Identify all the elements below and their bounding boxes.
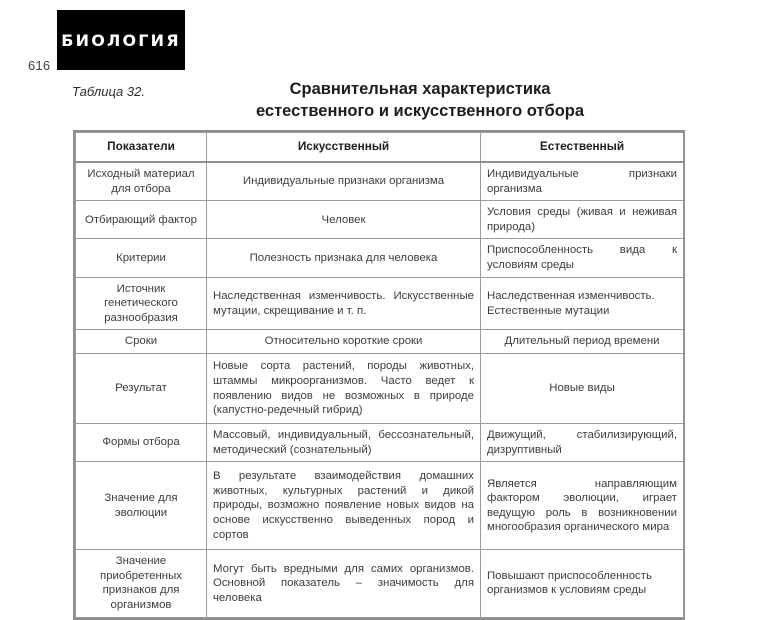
table-row [76, 550, 684, 617]
table-row [76, 424, 684, 462]
cell-artificial: Индивидуальные признаки организма [207, 162, 481, 201]
table-row [76, 277, 684, 330]
table-header-row [76, 133, 684, 163]
table-row [76, 462, 684, 550]
cell-artificial: Массовый, индивидуальный, бессознательный, методический (сознательный) [207, 424, 481, 462]
table-body [76, 162, 684, 617]
page-number: 616 [28, 58, 51, 73]
cell-natural: Движущий, стабилизирующий, дизруптивный [481, 424, 684, 462]
table-row [76, 239, 684, 277]
table-header [76, 133, 684, 163]
table-row [76, 162, 684, 201]
cell-artificial: В результате взаимодействия домашних животных, культурных растений и дикой природы, возможно появление новых видов на основе искусственно выведенных пород и сортов [207, 462, 481, 550]
cell-indicator: Отбирающий фактор [76, 201, 207, 239]
page-title-line-2: естественного и искусственного отбора [255, 102, 585, 121]
cell-indicator: Источник генетического разнообразия [76, 277, 207, 330]
cell-indicator: Сроки [76, 330, 207, 354]
table-row [76, 330, 684, 354]
cell-natural: Индивидуальные признаки организма [481, 162, 684, 201]
cell-natural: Повышают приспособленность организмов к условиям среды [481, 550, 684, 617]
cell-artificial: Наследственная изменчивость. Искусственные мутации, скрещивание и т. п. [207, 277, 481, 330]
cell-indicator: Исходный материал для отбора [76, 162, 207, 201]
biology-logo-badge [57, 10, 185, 70]
cell-indicator: Результат [76, 354, 207, 424]
cell-artificial: Могут быть вредными для самих организмов. Основной показатель – значимость для человека [207, 550, 481, 617]
cell-artificial: Полезность признака для человека [207, 239, 481, 277]
table-row [76, 201, 684, 239]
cell-natural: Является направляющим фактором эволюции, играет ведущую роль в возникновении многообразия органического мира [481, 462, 684, 550]
cell-indicator: Формы отбора [76, 424, 207, 462]
cell-indicator: Значение приобретенных признаков для организмов [76, 550, 207, 617]
cell-natural: Новые виды [481, 354, 684, 424]
column-header-artificial: Искусственный [207, 133, 481, 163]
biology-logo-label: БИОЛОГИЯ [61, 30, 181, 50]
cell-artificial: Человек [207, 201, 481, 239]
comparison-table [75, 132, 684, 618]
page-title-line-1: Сравнительная характеристика [289, 80, 551, 98]
cell-natural: Приспособленность вида к условиям среды [481, 239, 684, 277]
table-caption: Таблица 32. [72, 84, 145, 99]
cell-indicator: Критерии [76, 239, 207, 277]
cell-natural: Длительный период времени [481, 330, 684, 354]
table-row [76, 354, 684, 424]
cell-indicator: Значение для эволюции [76, 462, 207, 550]
page-title [200, 78, 640, 123]
cell-natural: Наследственная изменчивость. Естественные мутации [481, 277, 684, 330]
cell-artificial: Относительно короткие сроки [207, 330, 481, 354]
comparison-table-container [73, 130, 685, 620]
cell-artificial: Новые сорта растений, породы животных, штаммы микроорганизмов. Часто ведет к появлению видов не возможных в природе (капустно-редечный гибрид) [207, 354, 481, 424]
column-header-indicator: Показатели [76, 133, 207, 163]
cell-natural: Условия среды (живая и неживая природа) [481, 201, 684, 239]
column-header-natural: Естественный [481, 133, 684, 163]
